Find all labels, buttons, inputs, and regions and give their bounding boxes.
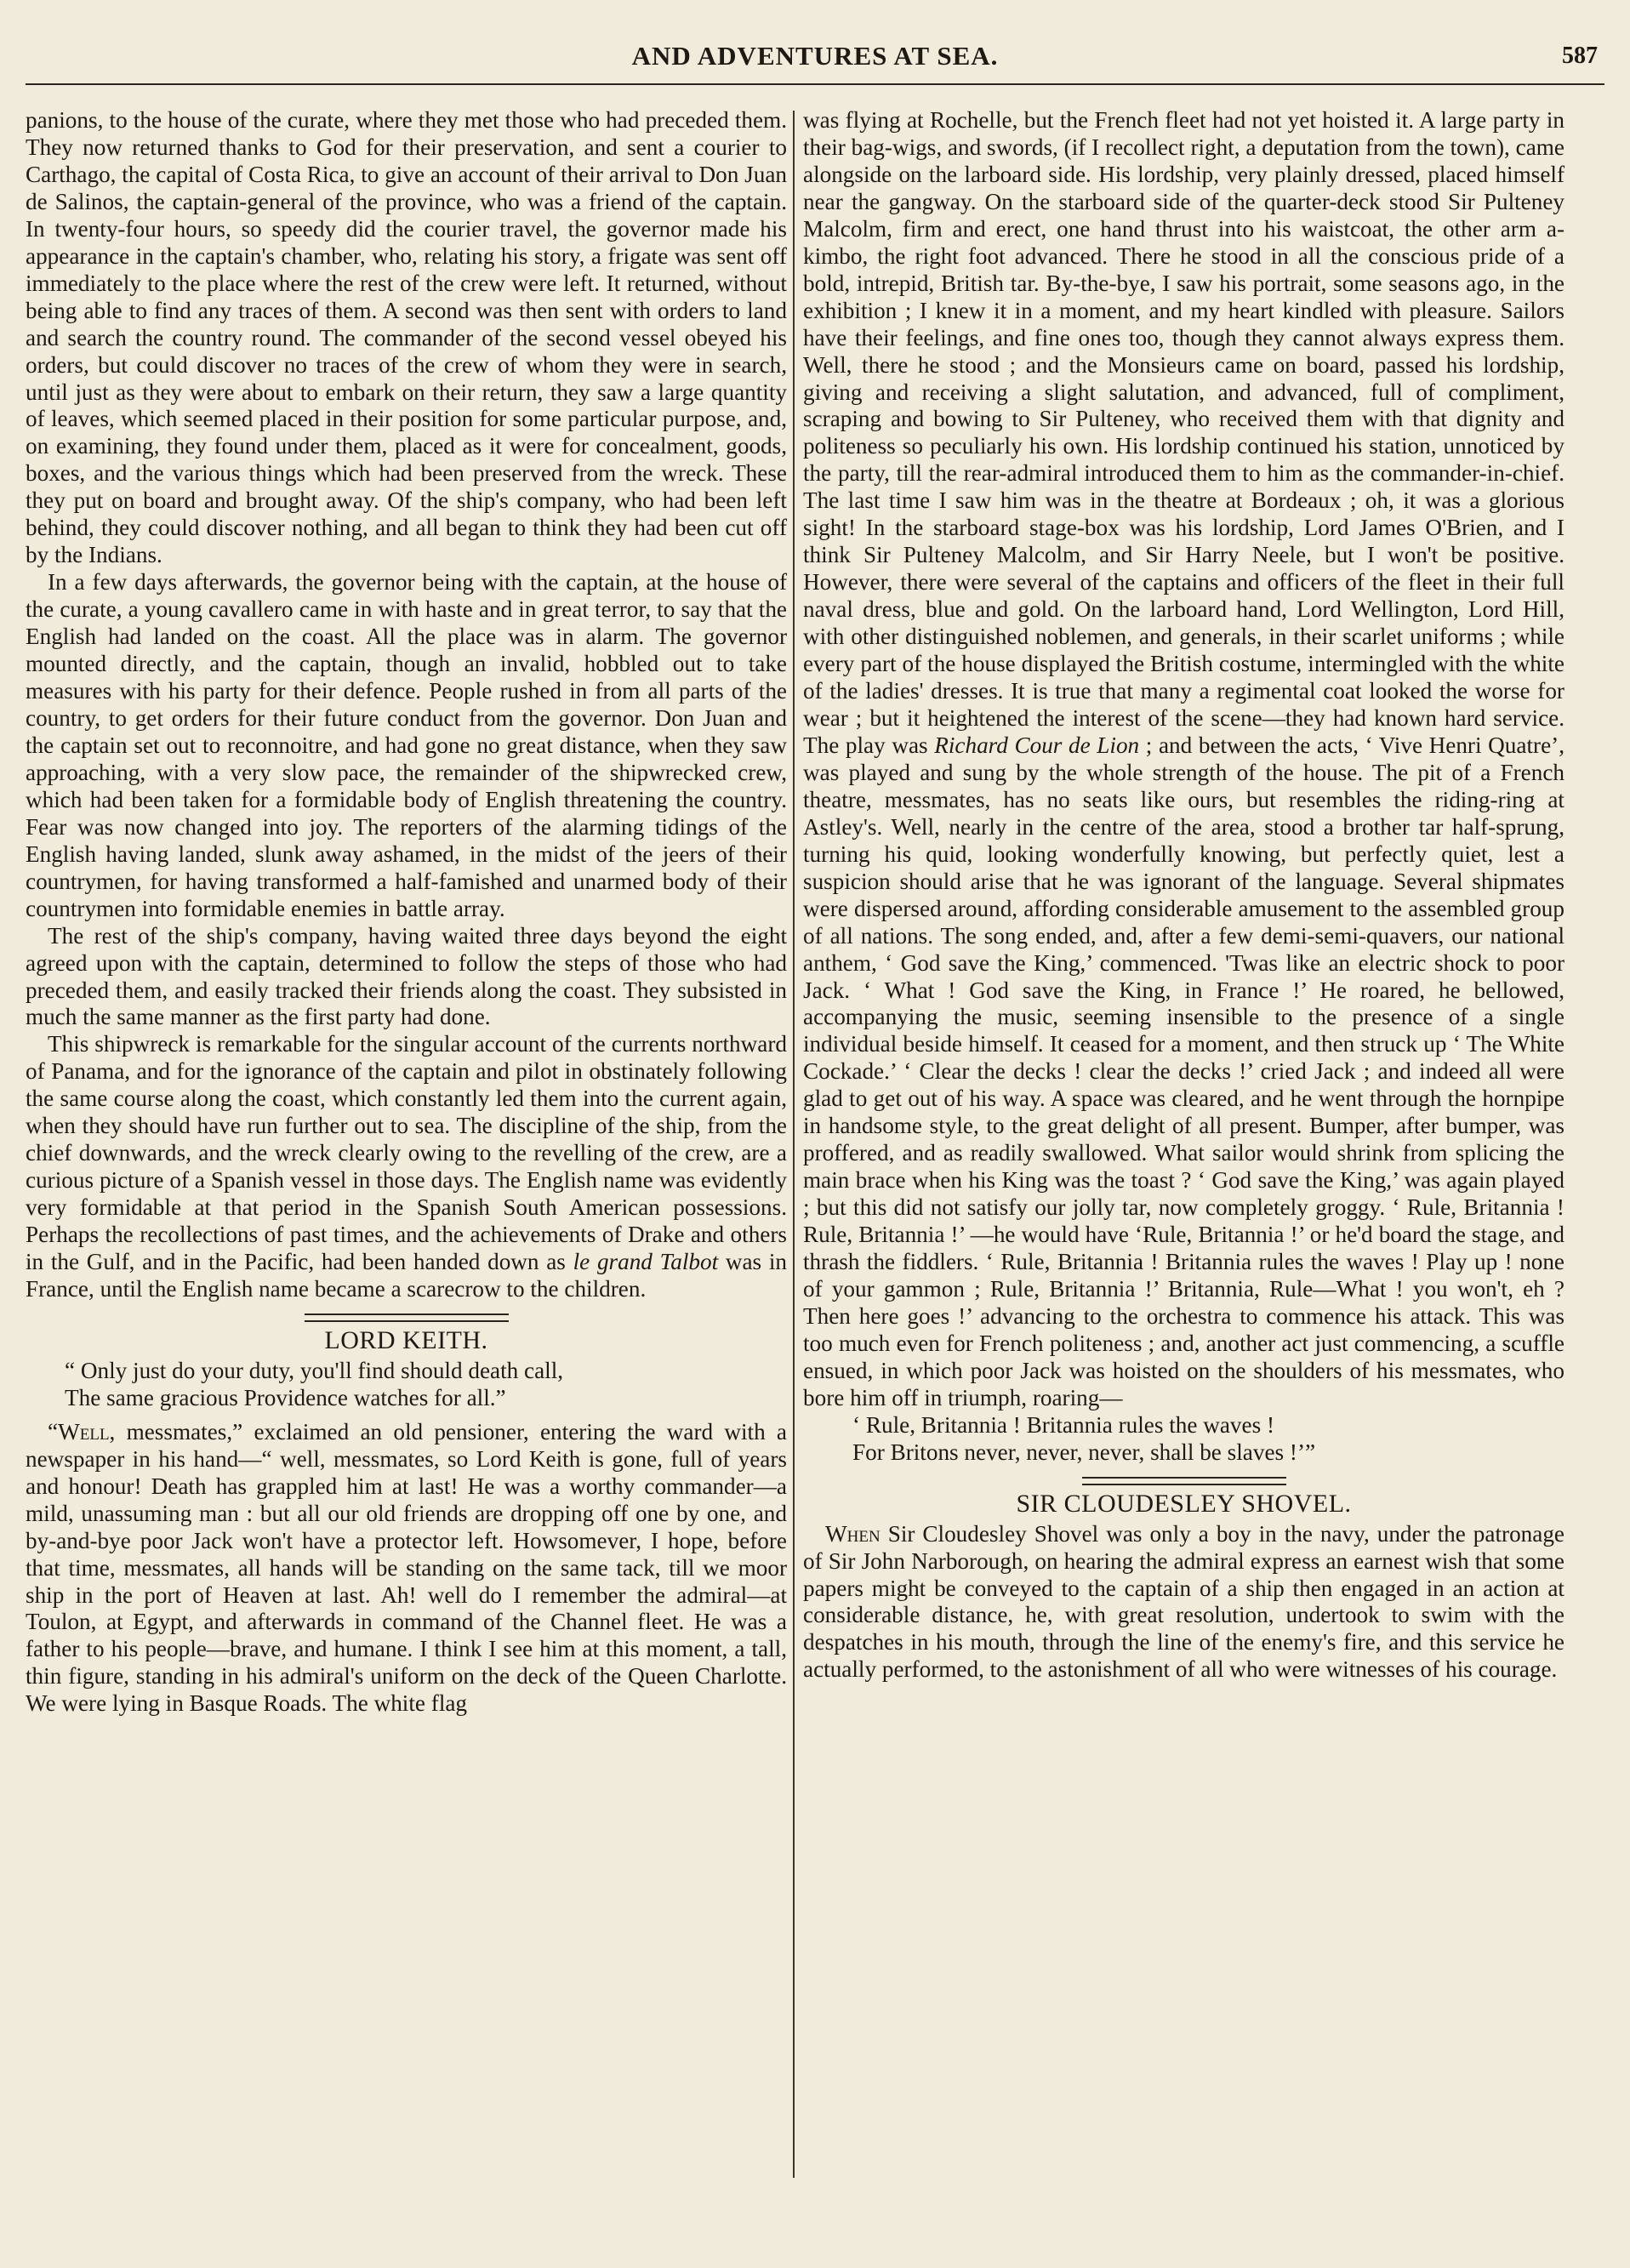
- left-column: [26, 107, 787, 1718]
- text-run: Sir Cloudesley Shovel was only a boy in the navy, under the patronage of Sir John Narborough, on hearing the admiral express an earnest wish that some papers might be conveyed to the captain of a ship then engaged in an action at considerable distance, he, with great resolution, undertook to swim with the despatches in his mouth, through the line of the enemy's fire, and this service he actually performed, to the astonishment of all who were witnesses of his courage.: [803, 1520, 1564, 1683]
- column-rule: [793, 111, 795, 2178]
- text-run: messmates,” exclaimed an old pensioner, entering the ward with a newspaper in his hand—“ well, messmates, so Lord Keith is gone, full of years and honour! Death has grappled him at last! He was a worthy commander—a mild, unassuming man : but all our old friends are dropping off one by one, and by-and-bye poor Jack won't have a protector left. Howsomever, I hope, before that time, messmates, all hands will be standing on the same tack, till we moor ship in the port of Heaven at last. Ah! well do I remember the admiral—at Toulon, at Egypt, and afterwards in command of the Channel fleet. He was a father to his people—brave, and humane. I think I see him at this moment, a tall, thin figure, standing in his admiral's uniform on the deck of the Queen Charlotte. We were lying in Basque Roads. The white flag: [26, 1418, 787, 1717]
- paragraph: [26, 1419, 787, 1718]
- page-header: [26, 41, 1604, 85]
- section-divider: [1082, 1477, 1286, 1485]
- verse: [803, 1412, 1564, 1467]
- verse-line: For Britons never, never, never, shall be slaves !’”: [852, 1439, 1316, 1465]
- section-divider: [305, 1314, 509, 1322]
- page-number: 587: [1562, 43, 1598, 69]
- paragraph: [803, 107, 1564, 1412]
- right-column: [803, 107, 1564, 1684]
- paragraph: The rest of the ship's company, having waited three days beyond the eight agreed upon with the captain, determined to follow the steps of those who had preceded them, and easily tracked their friends along the coast. They subsisted in much the same manner as the first party had done.: [26, 922, 787, 1030]
- paragraph: [803, 1521, 1564, 1684]
- lead-word: “Well,: [48, 1418, 116, 1445]
- running-head: AND ADVENTURES AT SEA.: [631, 41, 999, 71]
- italic-phrase: Richard Cour de Lion: [934, 732, 1140, 758]
- text-run: This shipwreck is remarkable for the singular account of the currents northward of Panama, and for the ignorance of the captain and pilot in obstinately following the same course along the coast, which constantly led them into the current again, when they should have run further out to sea. The discipline of the ship, from the chief downwards, and the wreck clearly owing to the revelling of the crew, are a curious picture of a Spanish vessel in those days. The English name was evidently very formidable at that period in the Spanish South American possessions. Perhaps the recollections of past times, and the achievements of Drake and others in the Gulf, and in the Pacific, had been handed down as: [26, 1031, 787, 1275]
- epigraph-line: “ Only just do your duty, you'll find should death call,: [65, 1357, 564, 1383]
- epigraph: [26, 1358, 787, 1412]
- verse-line: ‘ Rule, Britannia ! Britannia rules the waves !: [852, 1411, 1275, 1438]
- text-run: ; and between the acts, ‘ Vive Henri Quatre’, was played and sung by the whole strength of the house. The pit of a French theatre, messmates, has no seats like ours, but resembles the riding-ring at Astley's. Well, nearly in the centre of the area, stood a brother tar half-sprung, turning his quid, looking wonderfully knowing, but perfectly quiet, lest a suspicion should arise that he was ignorant of the language. Several shipmates were dispersed around, affording considerable amusement to the assembled group of all nations. The song ended, and, after a few demi-semi-quavers, our national anthem, ‘ God save the King,’ commenced. 'Twas like an electric shock to poor Jack. ‘ What ! God save the King, in France !’ He roared, he bellowed, accompanying the music, seeming insensible to the presence of a single individual beside himself. It ceased for a moment, and then struck up ‘ The White Cockade.’ ‘ Clear the decks ! clear the decks !’ cried Jack ; and indeed all were glad to get out of his way. A space was cleared, and he went through the hornpipe in handsome style, to the great delight of all present. Bumper, after bumper, was proffered, and as readily swallowed. What sailor would shrink from splicing the main brace when his King was the toast ? ‘ God save the King,’ was again played ; but this did not satisfy our jolly tar, now completely groggy. ‘ Rule, Britannia ! Rule, Britannia !’ —he would have ‘Rule, Britannia !’ or he'd board the stage, and thrash the fiddlers. ‘ Rule, Britannia ! Britannia rules the waves ! Play up ! none of your gammon ; Rule, Britannia !’ Britannia, Rule—What ! you won't, eh ? Then here goes !’ advancing to the orchestra to commence his attack. This was too much even for French politeness ; and, another act just commencing, a scuffle ensued, in which poor Jack was hoisted on the shoulders of his messmates, who bore him off in triumph, roaring—: [803, 732, 1564, 1410]
- text-run: was in France, until the English name became a scarecrow to the children.: [26, 1249, 787, 1302]
- epigraph-line: The same gracious Providence watches for all.”: [65, 1384, 506, 1410]
- section-title-lord-keith: LORD KEITH.: [324, 1325, 488, 1354]
- italic-phrase: le grand Talbot: [573, 1249, 719, 1275]
- paragraph: panions, to the house of the curate, where they met those who had preceded them. They now returned thanks to God for their preservation, and sent a courier to Carthago, the capital of Costa Rica, to give an account of their arrival to Don Juan de Salinos, the captain-general of the province, who was a friend of the captain. In twenty-four hours, so speedy did the courier travel, the governor made his appearance in the captain's chamber, who, relating his story, a frigate was sent off immediately to the place where the rest of the crew were left. It returned, without being able to find any traces of them. A second was then sent with orders to land and search the country round. The commander of the second vessel obeyed his orders, but could discover no traces of the crew of whom they were in search, until just as they were about to embark on their return, they saw a large quantity of leaves, which seemed placed in their position for some particular purpose, and, on examining, they found under them, placed as it were for concealment, goods, boxes, and the various things which had been preserved from the wreck. These they put on board and brought away. Of the ship's company, who had been left behind, they could discover nothing, and all began to think they had been cut off by the Indians.: [26, 107, 787, 568]
- paragraph: [26, 1031, 787, 1303]
- lead-word: When: [825, 1520, 881, 1547]
- section-title-shovel: SIR CLOUDESLEY SHOVEL.: [1016, 1489, 1352, 1518]
- text-run: was flying at Rochelle, but the French fleet had not yet hoisted it. A large party in their bag-wigs, and swords, (if I recollect right, a deputation from the town), came alongside on the larboard side. His lordship, very plainly dressed, placed himself near the gangway. On the starboard side of the quarter-deck stood Sir Pulteney Malcolm, firm and erect, one hand thrust into his waistcoat, the other arm a-kimbo, the right foot advanced. There he stood in all the conscious pride of a bold, intrepid, British tar. By-the-bye, I saw his portrait, some seasons ago, in the exhibition ; I knew it in a moment, and my heart kindled with pleasure. Sailors have their feelings, and fine ones too, though they cannot always express them. Well, there he stood ; and the Monsieurs came on board, passed his lordship, giving and receiving a slight salutation, and advanced, full of compliment, scraping and bowing to Sir Pulteney, who received them with that dignity and politeness so peculiarly his own. His lordship continued his station, unnoticed by the party, till the rear-admiral introduced them to him as the commander-in-chief. The last time I saw him was in the theatre at Bordeaux ; oh, it was a glorious sight! In the starboard stage-box was his lordship, Lord James O'Brien, and I think Sir Pulteney Malcolm, and Sir Harry Neele, but I won't be positive. However, there were several of the captains and officers of the fleet in their full naval dress, blue and gold. On the larboard hand, Lord Wellington, Lord Hill, with other distinguished noblemen, and generals, in their scarlet uniforms ; while every part of the house displayed the British costume, intermingled with the white of the ladies' dresses. It is true that many a regimental coat looked the worse for wear ; but it heightened the interest of the scene—they had known hard service. The play was: [803, 107, 1564, 758]
- paragraph: In a few days afterwards, the governor being with the captain, at the house of the curate, a young cavallero came in with haste and in great terror, to say that the English had landed on the coast. All the place was in alarm. The governor mounted directly, and the captain, though an invalid, hobbled out to take measures with his party for their defence. People rushed in from all parts of the country, to get orders for their future conduct from the governor. Don Juan and the captain set out to reconnoitre, and had gone no great distance, when they saw approaching, with a very slow pace, the remainder of the shipwrecked crew, which had been taken for a formidable body of English threatening the country. Fear was now changed into joy. The reporters of the alarming tidings of the English having landed, slunk away ashamed, in the midst of the jeers of their countrymen, for having transformed a half-famished and unarmed body of their countrymen into formidable enemies in battle array.: [26, 569, 787, 921]
